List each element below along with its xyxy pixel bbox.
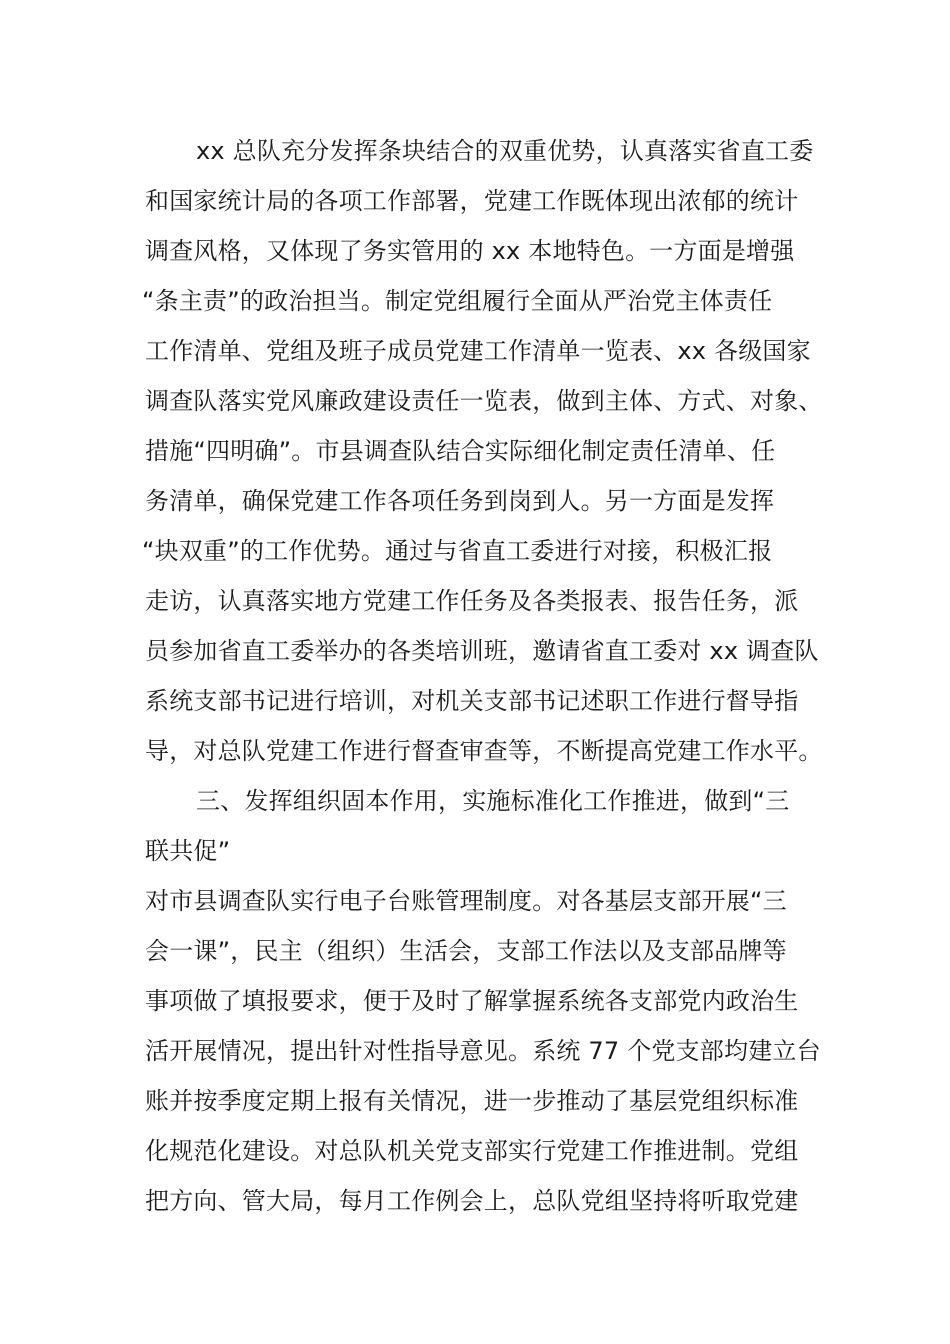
paragraph-line: 和国家统计局的各项工作部署，党建工作既体现出浓郁的统计 bbox=[145, 187, 799, 215]
paragraph-line: 措施“四明确”。市县调查队结合实际细化制定责任清单、任 bbox=[145, 437, 776, 465]
paragraph-line: 导，对总队党建工作进行督查审查等，不断提高党建工作水平。 bbox=[145, 737, 823, 765]
paragraph-line: 对市县调查队实行电子台账管理制度。对各基层支部开展“三 bbox=[145, 887, 787, 915]
paragraph-line: 事项做了填报要求，便于及时了解掌握系统各支部党内政治生 bbox=[145, 987, 799, 1015]
paragraph-line: 活开展情况，提出针对性指导意见。系统 77 个党支部均建立台 bbox=[145, 1037, 821, 1065]
paragraph-line: 工作清单、党组及班子成员党建工作清单一览表、xx 各级国家 bbox=[145, 337, 811, 365]
section-heading: 三、发挥组织固本作用，实施标准化工作推进，做到“三 bbox=[196, 787, 790, 815]
paragraph-line: 员参加省直工委举办的各类培训班，邀请省直工委对 xx 调查队 bbox=[145, 637, 819, 665]
paragraph-line: 务清单，确保党建工作各项任务到岗到人。另一方面是发挥 bbox=[145, 487, 775, 515]
paragraph-line: 把方向、管大局，每月工作例会上，总队党组坚持将听取党建 bbox=[145, 1187, 799, 1215]
paragraph-line: xx 总队充分发挥条块结合的双重优势，认真落实省直工委 bbox=[196, 137, 814, 165]
paragraph-line: 调查队落实党风廉政建设责任一览表，做到主体、方式、对象、 bbox=[145, 387, 823, 415]
paragraph-line: 走访，认真落实地方党建工作任务及各类报表、报告任务，派 bbox=[145, 587, 799, 615]
paragraph-line: “条主责”的政治担当。制定党组履行全面从严治党主体责任 bbox=[142, 287, 773, 315]
paragraph-line: 账并按季度定期上报有关情况，进一步推动了基层党组织标准 bbox=[145, 1087, 799, 1115]
section-heading-continued: 联共促” bbox=[145, 837, 231, 865]
paragraph-line: 调查风格，又体现了务实管用的 xx 本地特色。一方面是增强 bbox=[145, 237, 795, 265]
paragraph-line: 系统支部书记进行培训，对机关支部书记述职工作进行督导指 bbox=[145, 687, 799, 715]
paragraph-line: 会一课”，民主（组织）生活会，支部工作法以及支部品牌等 bbox=[145, 937, 787, 965]
paragraph-line: “块双重”的工作优势。通过与省直工委进行对接，积极汇报 bbox=[142, 537, 773, 565]
paragraph-line: 化规范化建设。对总队机关党支部实行党建工作推进制。党组 bbox=[145, 1137, 799, 1165]
